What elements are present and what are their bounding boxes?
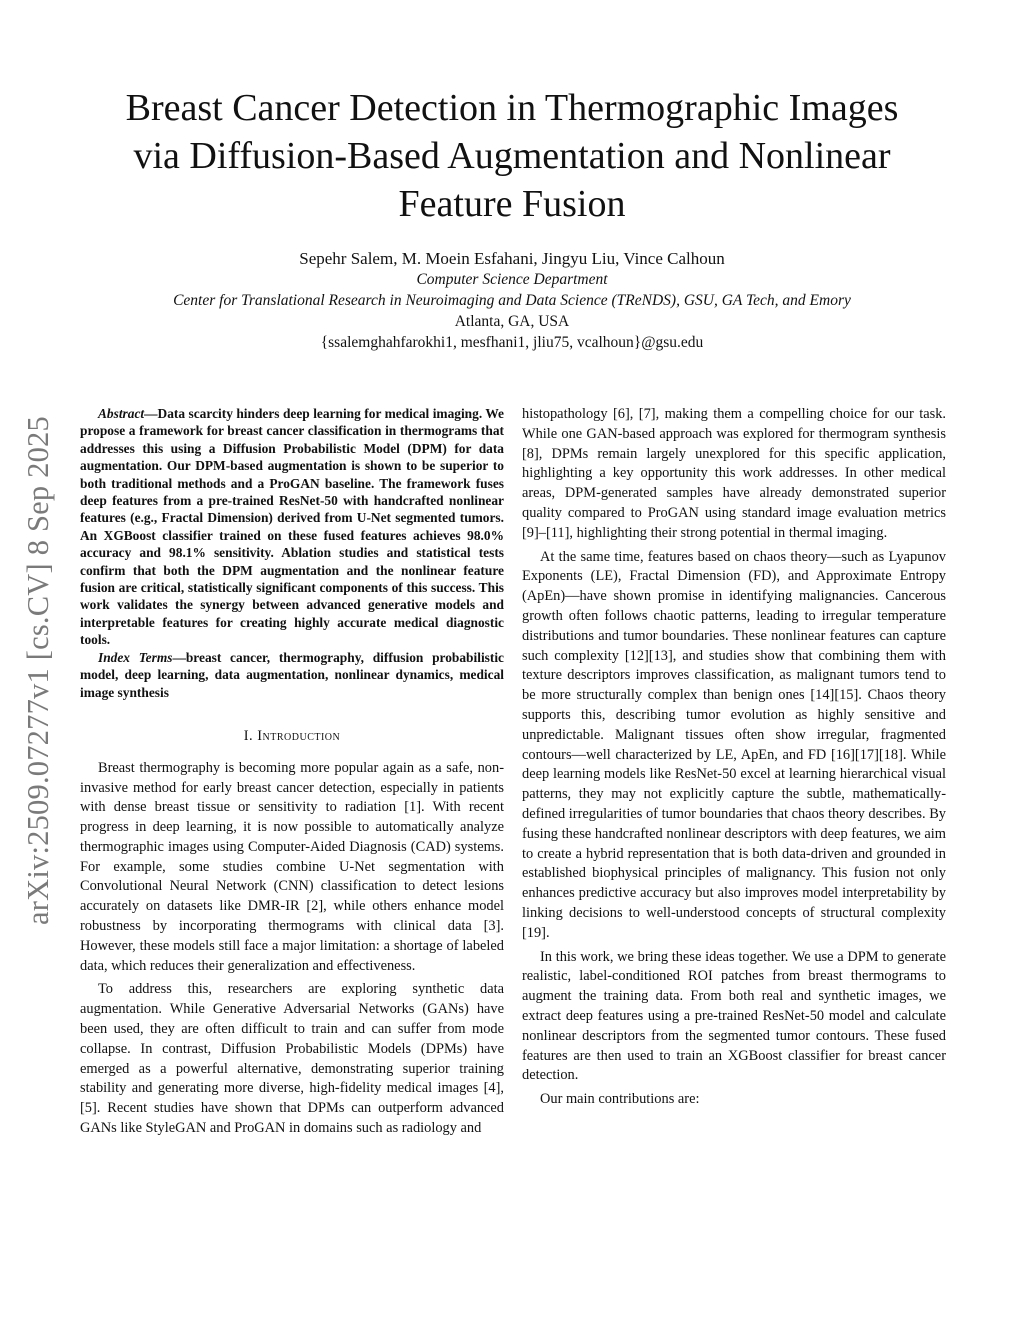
title-line-2: via Diffusion-Based Augmentation and Nonlinear <box>133 135 891 177</box>
author-location: Atlanta, GA, USA <box>454 313 570 330</box>
title-line-3: Feature Fusion <box>398 183 626 225</box>
index-terms <box>80 649 504 701</box>
abstract <box>80 405 504 649</box>
intro-paragraph-1: Breast thermography is becoming more popular again as a safe, non-invasive method for early breast cancer detection, especially in patients with dense breast tissue or sensitivity to radiation [1]. With recent progress in deep learning, it is now possible to automatically analyze thermographic images using Computer-Aided Diagnosis (CAD) systems. For example, some studies combine U-Net segmentation with Convolutional Neural Network (CNN) classification to detect lesions accurately on datasets like DMR-IR [2], while others enhance model robustness by incorporating thermograms with clinical data [3]. However, these models still face a major limitation: a shortage of labeled data, which reduces their generalization and effectiveness. <box>80 759 504 974</box>
right-column <box>522 405 946 1110</box>
section-title: Introduction <box>257 727 341 744</box>
paper-title <box>60 84 964 228</box>
author-names: Sepehr Salem, M. Moein Esfahani, Jingyu Liu, Vince Calhoun <box>299 249 725 268</box>
arxiv-identifier-stamp <box>8 380 68 960</box>
intro-paragraph-2: To address this, researchers are exploring synthetic data augmentation. While Generative Adversarial Networks (GANs) have been used, they are often difficult to train and can suffer from mode collapse. In contrast, Diffusion Probabilistic Models (DPMs) have emerged as a powerful alternative, demonstrating superior training stability and generating more diverse, high-fidelity medical images [4], [5]. Recent studies have shown that DPMs can outperform advanced GANs like StyleGAN and ProGAN in domains such as radiology and <box>80 981 504 1137</box>
author-emails: {ssalemghahfarokhi1, mesfhani1, jliu75, vcalhoun}@gsu.edu <box>320 334 704 351</box>
title-line-1: Breast Cancer Detection in Thermographic Images <box>125 87 899 129</box>
index-terms-text: —breast cancer, thermography, diffusion probabilistic model, deep learning, data augmentation, nonlinear dynamics, medical image synthesis <box>80 649 505 700</box>
intro-paragraph-4: In this work, we bring these ideas together. We use a DPM to generate realistic, label-conditioned ROI patches from breast thermograms to augment the training data. From both real and synthetic images, we extract deep features using a pre-trained ResNet-50 model and calculate nonlinear descriptors from the segmented tumor contours. These fused features are then used to train an XGBoost classifier for breast cancer detection. <box>522 948 946 1084</box>
intro-paragraph-5: Our main contributions are: <box>540 1091 700 1108</box>
abstract-label: Abstract <box>98 406 145 421</box>
left-column <box>80 405 504 1139</box>
intro-paragraph-3: At the same time, features based on chaos theory—such as Lyapunov Exponents (LE), Fractal Dimension (FD), and Approximate Entropy (ApEn)—have shown promise in identifying malignancies. Cancerous growth often follows chaotic patterns, leading to irregular temperature distributions and tumor boundaries. These nonlinear features can capture such complexity [12][13], and studies show that combining them with texture descriptors improves classification, as malignant tumors tend to be more structurally complex than benign ones [14][15]. Chaos theory supports this, describing tumor evolution as highly sensitive and unpredictable. Malignant tissues often show irregular, fragmented contours—well characterized by LE, ApEn, and FD [16][17][18]. While deep learning models like ResNet-50 excel at learning hierarchical visual patterns, they may not explicitly capture the subtle, mathematically-defined irregularities of tumor boundaries that chaos theory describes. By fusing these handcrafted nonlinear descriptors with deep features, we aim to create a hybrid representation that is both data-driven and grounded in established biophysical principles of malignancy. This fusion not only enhances predictive accuracy but also improves model interpretability by linking decisions to well-understood concepts of structural complexity [19]. <box>522 548 946 941</box>
index-terms-label: Index Terms <box>98 649 173 665</box>
author-department: Computer Science Department <box>416 271 608 288</box>
author-block <box>60 248 964 353</box>
section-heading-introduction <box>80 727 504 747</box>
author-center: Center for Translational Research in Neuroimaging and Data Science (TReNDS), GSU, GA Tech, and Emory <box>173 292 851 309</box>
section-number: I. <box>243 727 254 744</box>
abstract-text: —Data scarcity hinders deep learning for medical imaging. We propose a framework for breast cancer classification in thermograms that addresses this using a Diffusion Probabilistic Model (DPM) for data augmentation. Our DPM-based augmentation is shown to be superior to both traditional methods and a ProGAN baseline. The framework fuses deep features from a pre-trained ResNet-50 with handcrafted nonlinear features (e.g., Fractal Dimension) derived from U-Net segmented tumors. An XGBoost classifier trained on these fused features achieves 98.0% accuracy and 98.1% sensitivity. Ablation studies and statistical tests confirm that both the DPM augmentation and the nonlinear feature fusion are critical, statistically significant components of this success. This work validates the synergy between advanced generative models and interpretable features for creating highly accurate medical diagnostic tools. <box>80 406 504 648</box>
intro-paragraph-2-continued: histopathology [6], [7], making them a compelling choice for our task. While one GAN-based approach was explored for thermogram synthesis [8], DPMs remain largely unexplored for this specific application, highlighting a key opportunity this work addresses. In other medical areas, DPM-generated samples have already demonstrated superior quality compared to ProGAN using standard image evaluation metrics [9]–[11], highlighting their strong potential in thermal imaging. <box>522 406 946 541</box>
arxiv-stamp-text: arXiv:2509.07277v1 [cs.CV] 8 Sep 2025 <box>20 415 55 925</box>
